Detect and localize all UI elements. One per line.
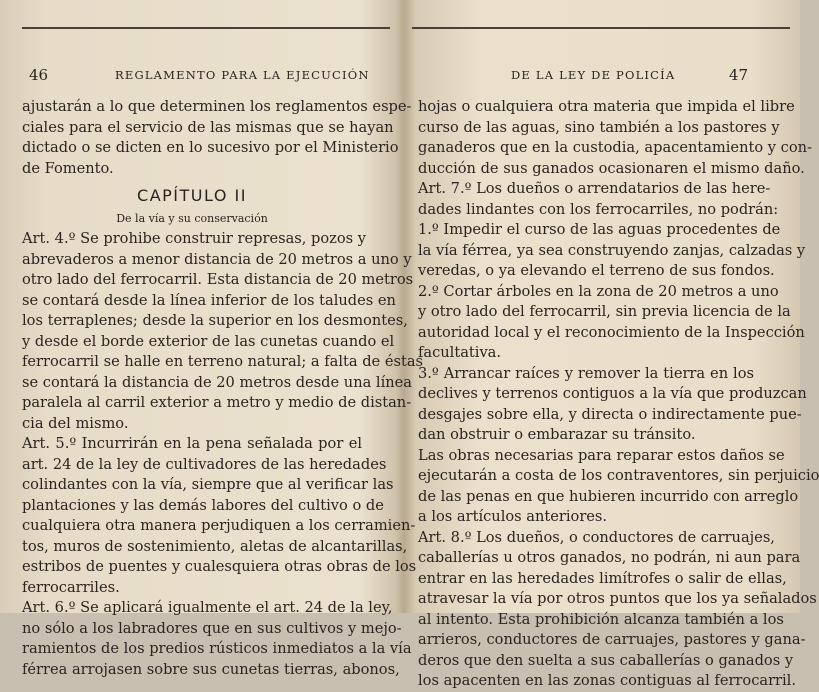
text-line: Art. 8.º Los dueños, o conductores de carruajes, (418, 528, 775, 546)
chapter-subtitle: De la vía y su conservación (116, 212, 268, 225)
text-line: de las penas en que hubieren incurrido con arreglo (418, 487, 799, 505)
text-line: 2.º Cortar árboles en la zona de 20 metros a uno (418, 282, 779, 300)
text-line: arrieros, conductores de carruajes, pastores y gana- (418, 631, 806, 648)
text-line: Art. 5.º Incurrirán en la pena señalada por el (22, 435, 362, 452)
text-line: dades lindantes con los ferrocarriles, no podrán: (418, 200, 779, 218)
text-line: Art. 4.º Se prohibe construir represas, pozos y (22, 230, 367, 247)
text-line: los terraplenes; desde la superior en los desmontes, (22, 312, 408, 329)
text-line: ganaderos que en la custodia, apacentamiento y con- (418, 139, 812, 156)
text-line: abrevaderos a menor distancia de 20 metros a uno y (22, 250, 412, 268)
text-line: deros que den suelta a sus caballerías o ganados y (418, 651, 794, 669)
text-line: art. 24 de la ley de cultivadores de las heredades (22, 455, 387, 473)
text-line: caballerías u otros ganados, no podrán, ni aun para (418, 549, 801, 566)
text-line: ciales para el servicio de las mismas que se hayan (22, 118, 394, 136)
text-line: los apacenten en las zonas contiguas al ferrocarril. (418, 672, 796, 689)
text-line: paralela al carril exterior a metro y medio de distan- (22, 394, 412, 411)
text-line: al intento. Esta prohibición alcanza también a los (418, 610, 784, 628)
text-line: colindantes con la vía, siempre que al verificar las (22, 476, 394, 493)
text-line: 3.º Arrancar raíces y remover la tierra en los (418, 364, 754, 382)
text-line: tos, muros de sostenimiento, aletas de alcantarillas, (22, 537, 408, 555)
text-line: estribos de puentes y cualesquiera otras obras de los (22, 558, 417, 575)
text-line: atravesar la vía por otros puntos que los ya señalados (418, 590, 817, 607)
left-body-text (22, 97, 424, 680)
top-rule (412, 27, 790, 29)
page-number: 47 (728, 66, 748, 84)
text-line: férrea arrojasen sobre sus cunetas tierras, abonos, (22, 660, 400, 678)
text-line: plantaciones y las demás labores del cultivo o de (22, 496, 384, 514)
text-line: se contará la distancia de 20 metros desde una línea (22, 373, 413, 391)
text-line: ramientos de los predios rústicos inmediatos a la vía (22, 640, 412, 657)
text-line: se contará desde la línea inferior de los taludes en (22, 291, 396, 309)
running-header: REGLAMENTO PARA LA EJECUCIÓN (115, 68, 370, 82)
text-line: ejecutarán a costa de los contraventores, sin perjuicio (418, 467, 819, 484)
text-line: 1.º Impedir el curso de las aguas procedentes de (418, 221, 781, 238)
text-line: dictado o se dicten en lo sucesivo por el Ministerio (22, 139, 399, 156)
text-line: hojas o cualquiera otra materia que impida el libre (418, 98, 795, 115)
text-line: no sólo a los labradores que en sus cultivos y mejo- (22, 619, 402, 637)
text-line: dan obstruir o embarazar su tránsito. (418, 426, 696, 443)
text-line: a los artículos anteriores. (418, 508, 608, 525)
text-line: declives y terrenos contiguos a la vía que produzcan (418, 385, 807, 402)
text-line: ferrocarril se halle en terreno natural; a falta de éstas (22, 353, 424, 370)
running-header: DE LA LEY DE POLICÍA (511, 68, 676, 82)
text-line: cualquiera otra manera perjudiquen a los cerramien- (22, 517, 416, 534)
right-page (400, 0, 819, 689)
text-line: Art. 7.º Los dueños o arrendatarios de las here- (418, 180, 771, 197)
text-line: cia del mismo. (22, 414, 129, 432)
text-line: ajustarán a lo que determinen los reglamentos espe- (22, 98, 412, 115)
text-line: de Fomento. (22, 159, 114, 177)
page-number: 46 (29, 66, 49, 84)
text-line: Art. 6.º Se aplicará igualmente el art. 24 de la ley, (22, 599, 393, 616)
right-body-text (418, 97, 819, 692)
text-line: ducción de sus ganados ocasionaren el mismo daño. (418, 159, 805, 177)
text-line: ferrocarriles. (22, 578, 120, 596)
text-line: y otro lado del ferrocarril, sin previa licencia de la (418, 303, 791, 320)
top-rule (22, 27, 390, 29)
text-line: desgajes sobre ella, y directa o indirectamente pue- (418, 405, 802, 423)
text-line: veredas, o ya elevando el terreno de sus fondos. (418, 262, 775, 279)
chapter-title: CAPÍTULO II (137, 186, 247, 205)
text-line: y desde el borde exterior de las cunetas cuando el (22, 332, 395, 350)
text-line: curso de las aguas, sino también a los pastores y (418, 118, 780, 136)
text-line: Las obras necesarias para reparar estos daños se (418, 446, 785, 464)
text-line: la vía férrea, ya sea construyendo zanjas, calzadas y (418, 241, 806, 259)
text-line: autoridad local y el reconocimiento de la Inspección (418, 323, 805, 341)
text-line: entrar en las heredades limítrofes o salir de ellas, (418, 569, 787, 587)
text-line: otro lado del ferrocarril. Esta distancia de 20 metros (22, 271, 414, 288)
text-line: facultativa. (418, 344, 502, 361)
